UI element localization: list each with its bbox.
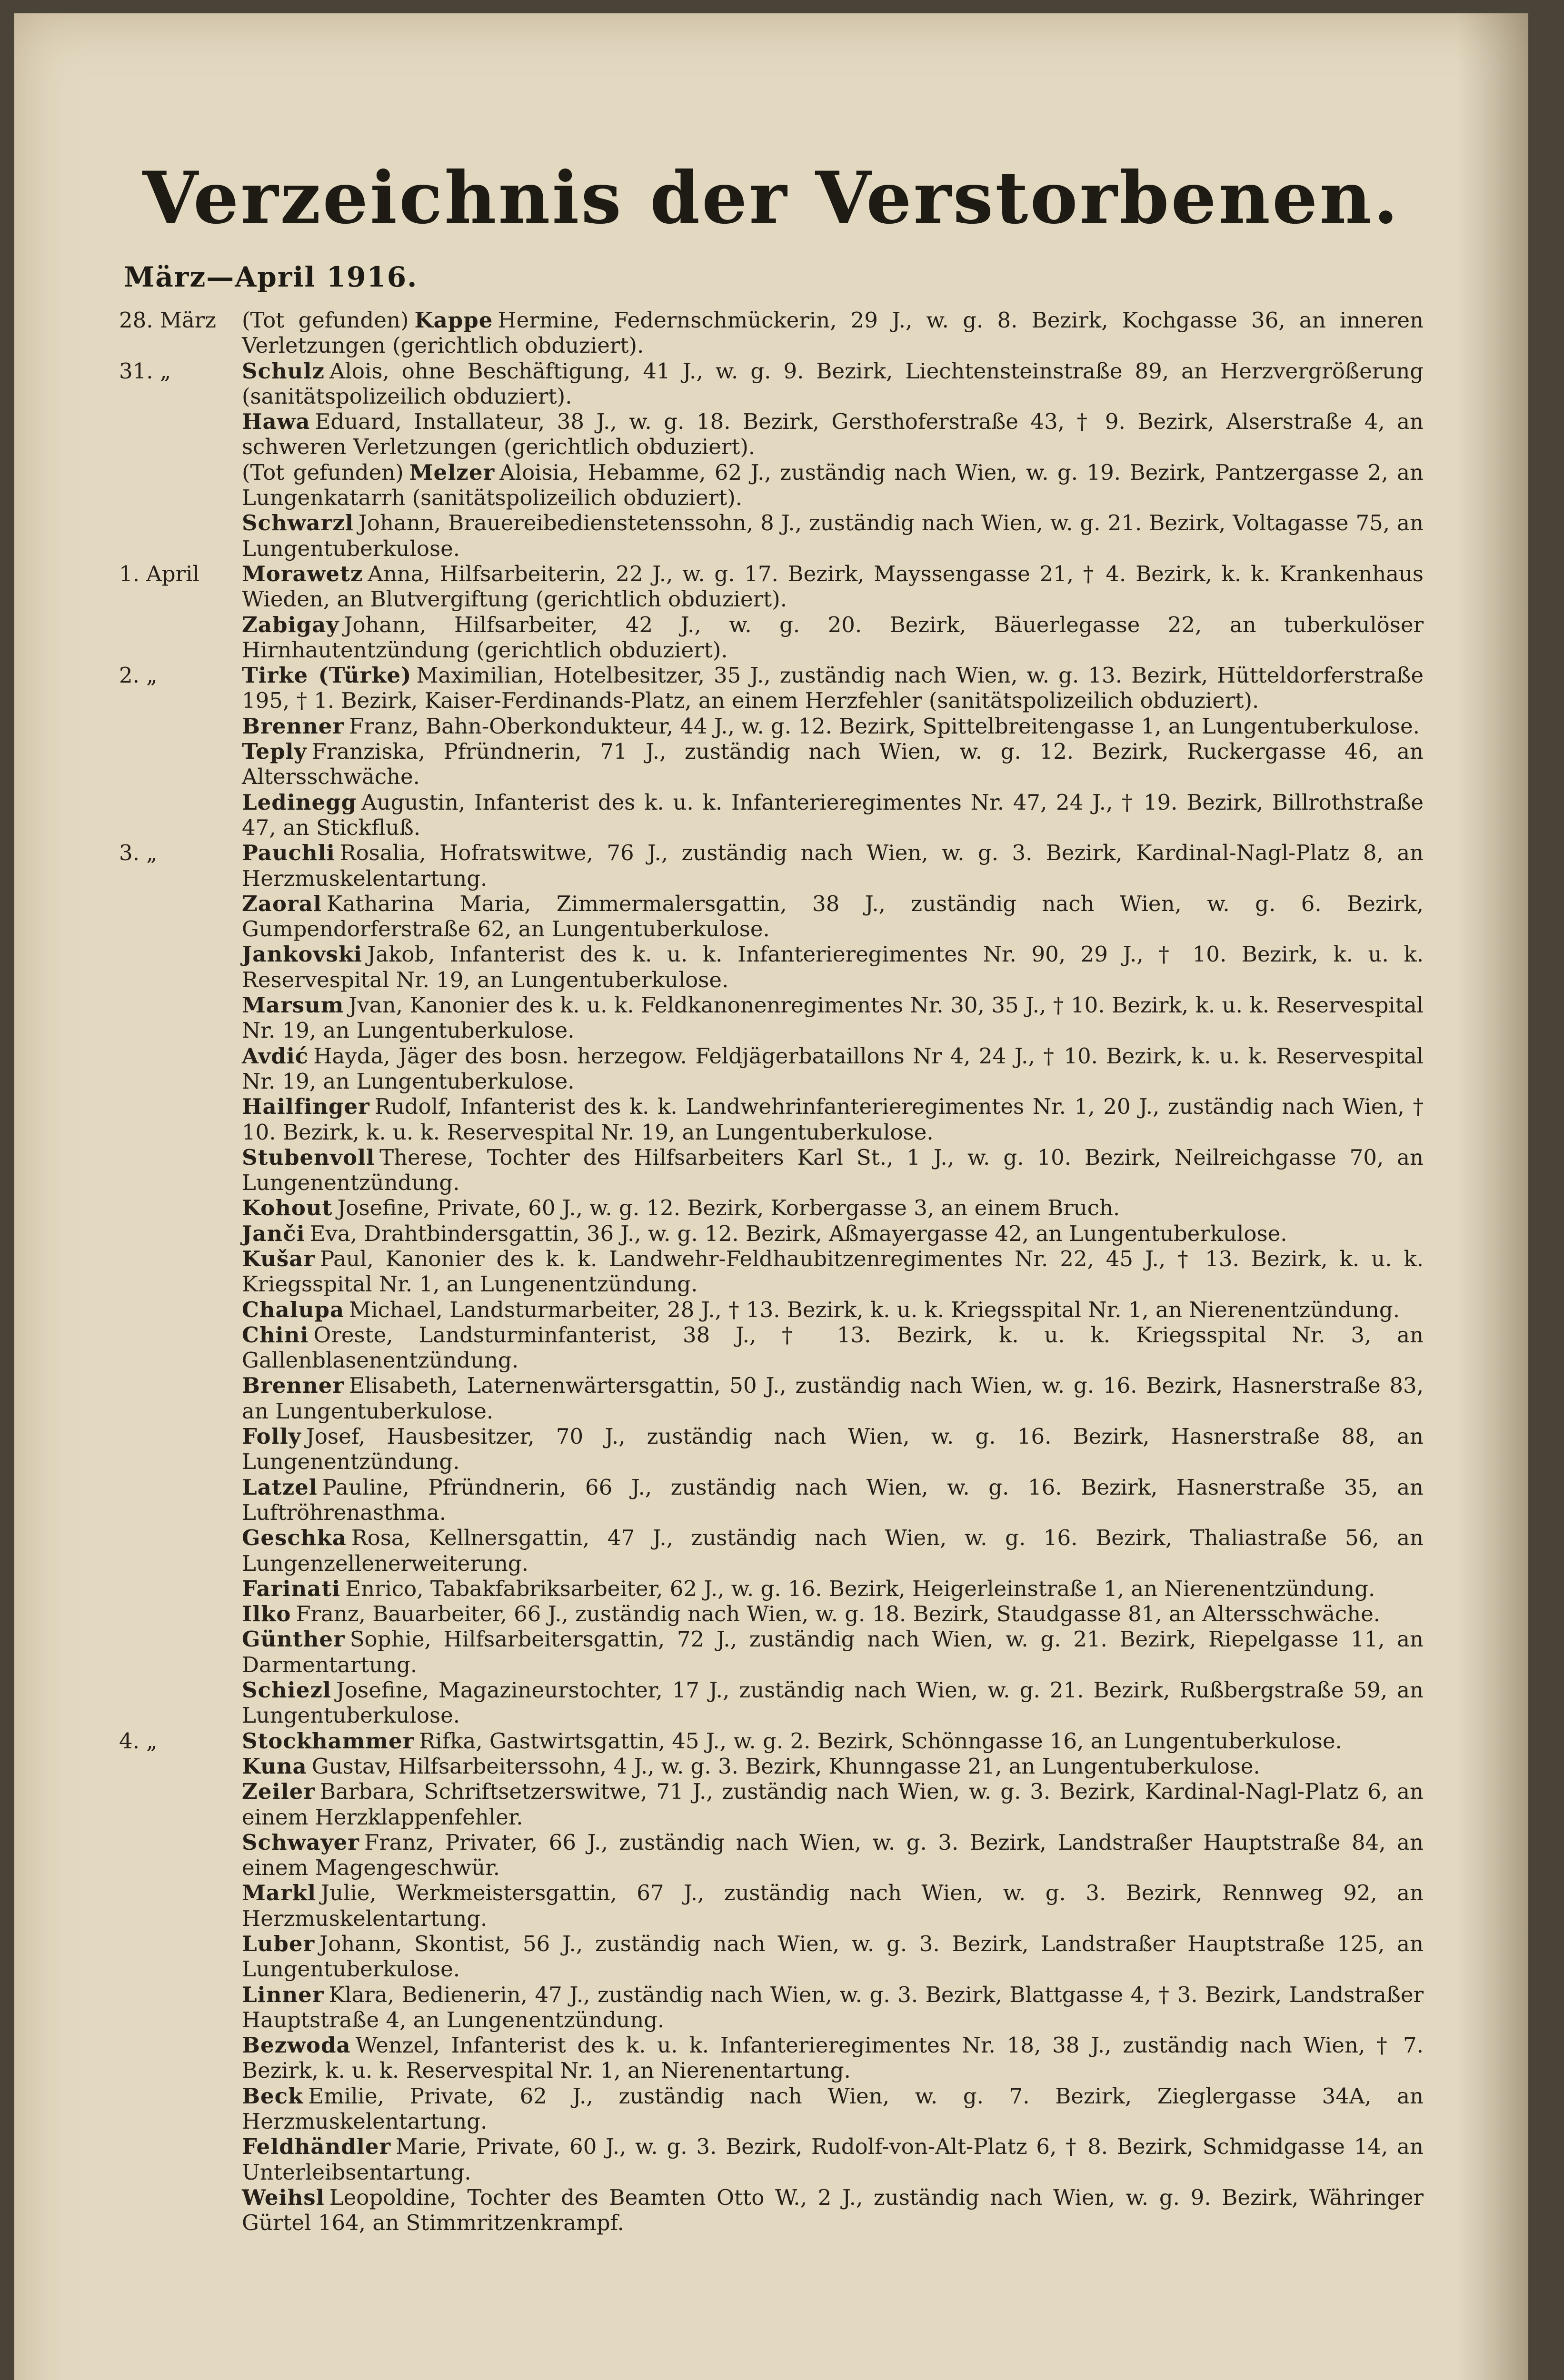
entry-row (119, 739, 1424, 790)
entry-name: Jankovski (242, 942, 363, 967)
entry-description: Emilie, Private, 62 J., zuständig nach Wien, w. g. 7. Bezirk, Zieglergasse 34A, an Herzmuskelentartung. (242, 2083, 1424, 2134)
entry-description: Rosalia, Hofratswitwe, 76 J., zuständig nach Wien, w. g. 3. Bezirk, Kardinal-Nagl-Platz 8, an Herzmuskelentartung. (242, 840, 1424, 891)
entry-body (242, 1373, 1424, 1424)
entry-body (242, 663, 1424, 714)
entry-row (119, 1931, 1424, 1982)
entry-body (242, 790, 1424, 841)
entry-description: Eduard, Installateur, 38 J., w. g. 18. Bezirk, Gersthoferstraße 43, † 9. Bezirk, Alserstraße 4, an schweren Verletzungen (gerichtlich obduziert). (242, 409, 1424, 460)
entry-name: Brenner (242, 1373, 345, 1398)
entry-body (242, 1931, 1424, 1982)
entry-date (119, 1779, 242, 1830)
entry-body (242, 1830, 1424, 1881)
entry-body (242, 1424, 1424, 1475)
entry-row (119, 1297, 1424, 1322)
entry-description: Sophie, Hilfsarbeitersgattin, 72 J., zuständig nach Wien, w. g. 21. Bezirk, Riepelgasse 11, an Darmentartung. (242, 1626, 1424, 1677)
entry-date: 2. „ (119, 663, 158, 688)
page-edge-shadow (1457, 13, 1528, 2380)
entry-row (119, 1424, 1424, 1475)
entry-description: Oreste, Landsturminfanterist, 38 J., † 13. Bezirk, k. u. k. Kriegsspital Nr. 3, an Gallenblasenentzündung. (242, 1322, 1424, 1373)
entry-description: Josef, Hausbesitzer, 70 J., zuständig nach Wien, w. g. 16. Bezirk, Hasnerstraße 88, an Lungenentzündung. (242, 1424, 1424, 1475)
entry-body (242, 1322, 1424, 1373)
entry-description: Enrico, Tabakfabriksarbeiter, 62 J., w. g. 16. Bezirk, Heigerleinstraße 1, an Nierenentzündung. (345, 1576, 1375, 1601)
entry-description: Josefine, Magazineurstochter, 17 J., zuständig nach Wien, w. g. 21. Bezirk, Rußbergstraße 59, an Lungentuberkulose. (242, 1677, 1424, 1728)
entry-name: Zaoral (242, 891, 322, 916)
entry-row (119, 1221, 1424, 1246)
entry-row (119, 992, 1424, 1043)
entry-body (242, 1145, 1424, 1196)
entry-name: Linner (242, 1982, 324, 2007)
entry-name: Kušar (242, 1246, 316, 1271)
entry-body (242, 992, 1424, 1043)
entry-date (119, 790, 242, 841)
entry-description: Aloisia, Hebamme, 62 J., zuständig nach Wien, w. g. 19. Bezirk, Pantzergasse 2, an Lungenkatarrh (sanitätspolizeilich obduziert). (242, 459, 1424, 511)
entry-row (119, 1322, 1424, 1373)
entry-date (119, 1195, 242, 1220)
entry-name: Stubenvoll (242, 1144, 375, 1170)
entry-description: Hayda, Jäger des bosn. herzegow. Feldjägerbataillons Nr 4, 24 J., † 10. Bezirk, k. u. k. Reservespital Nr. 19, an Lungentuberkulose. (242, 1043, 1424, 1094)
entry-body (242, 1221, 1424, 1246)
entry-date (119, 1424, 242, 1475)
entry-name: Günther (242, 1626, 345, 1652)
entry-name: Bezwoda (242, 2033, 351, 2058)
entry-row (119, 561, 1424, 612)
entry-date (119, 739, 242, 790)
entry-name: Schwarzl (242, 510, 354, 536)
entry-date (119, 1373, 242, 1424)
entry-body (242, 1576, 1424, 1601)
entry-name: Ilko (242, 1601, 291, 1627)
entry-name: Hailfinger (242, 1094, 370, 1120)
entry-name: Ledinegg (242, 789, 357, 815)
entry-date (119, 1677, 242, 1728)
entry-body (242, 1754, 1424, 1779)
entry-description: Alois, ohne Beschäftigung, 41 J., w. g. 9. Bezirk, Liechtensteinstraße 89, an Herzvergrößerung (sanitätspolizeilich obduziert). (242, 358, 1424, 409)
entry-row (119, 1677, 1424, 1728)
entry-name: Teply (242, 739, 307, 764)
entry-body (242, 1297, 1424, 1322)
entry-date (119, 1043, 242, 1094)
entry-body (242, 561, 1424, 612)
entry-note: (Tot gefunden) (242, 459, 404, 485)
entry-body (242, 1601, 1424, 1626)
entry-row (119, 358, 1424, 409)
entry-row (119, 612, 1424, 663)
entry-name: Chalupa (242, 1297, 345, 1322)
entry-description: Julie, Werkmeistersgattin, 67 J., zuständig nach Wien, w. g. 3. Bezirk, Rennweg 92, an Herzmuskelentartung. (242, 1880, 1424, 1931)
entry-body (242, 1475, 1424, 1526)
entry-name: Chini (242, 1322, 309, 1348)
entry-description: Johann, Brauereibedienstetenssohn, 8 J., zuständig nach Wien, w. g. 21. Bezirk, Voltagasse 75, an Lungentuberkulose. (242, 510, 1424, 561)
entry-name: Beck (242, 2083, 304, 2109)
entry-name: Marsum (242, 992, 344, 1018)
entry-date (119, 1094, 242, 1145)
entry-name: Folly (242, 1424, 301, 1449)
entry-body (242, 1982, 1424, 2033)
entry-date (119, 1525, 242, 1576)
entry-row (119, 1043, 1424, 1094)
entry-body (242, 307, 1424, 358)
entry-row (119, 840, 1424, 891)
entry-row (119, 1576, 1424, 1601)
entry-row (119, 891, 1424, 942)
entry-body (242, 612, 1424, 663)
entry-row (119, 663, 1424, 714)
entry-row (119, 790, 1424, 841)
entry-date (119, 460, 242, 511)
entry-date (119, 1145, 242, 1196)
entry-row (119, 1145, 1424, 1196)
entry-description: Jakob, Infanterist des k. u. k. Infanterieregimentes Nr. 90, 29 J., † 10. Bezirk, k. u. k. Reservespital Nr. 19, an Lungentuberkulose. (242, 942, 1424, 992)
entry-date (119, 1880, 242, 1931)
entry-body (242, 1779, 1424, 1830)
entry-date (119, 1297, 242, 1322)
entry-description: Therese, Tochter des Hilfsarbeiters Karl St., 1 J., w. g. 10. Bezirk, Neilreichgasse 70, an Lungenentzündung. (242, 1144, 1424, 1196)
entry-body (242, 739, 1424, 790)
entry-date (119, 714, 242, 739)
entry-row (119, 2083, 1424, 2134)
entry-date (119, 1601, 242, 1626)
entry-row (119, 307, 1424, 358)
entry-body (242, 1195, 1424, 1220)
entry-date (119, 1475, 242, 1526)
page-title: Verzeichnis der Verstorbenen. (142, 156, 1400, 240)
entry-body (242, 460, 1424, 511)
entry-row (119, 1982, 1424, 2033)
entry-row (119, 1475, 1424, 1526)
entry-description: Jvan, Kanonier des k. u. k. Feldkanonenregimentes Nr. 30, 35 J., † 10. Bezirk, k. u. k. Reservespital Nr. 19, an Lungentuberkulose. (242, 992, 1424, 1043)
entry-description: Franz, Bahn-Oberkondukteur, 44 J., w. g. 12. Bezirk, Spittelbreitengasse 1, an Lungentuberkulose. (349, 713, 1420, 739)
entry-name: Kuna (242, 1753, 307, 1779)
entry-date (119, 1754, 242, 1779)
entry-body (242, 2083, 1424, 2134)
entry-description: Wenzel, Infanterist des k. u. k. Infanterieregimentes Nr. 18, 38 J., zuständig nach Wien, † 7. Bezirk, k. u. k. Reservespital Nr. 1, an Nierenentartung. (242, 2033, 1424, 2083)
entry-description: Rudolf, Infanterist des k. k. Landwehrinfanterieregimentes Nr. 1, 20 J., zuständig nach Wien, † 10. Bezirk, k. u. k. Reservespital Nr. 19, an Lungentuberkulose. (242, 1094, 1424, 1145)
entry-date: 28. März (119, 307, 216, 333)
entry-body (242, 409, 1424, 460)
entry-note: (Tot gefunden) (242, 307, 409, 333)
entry-description: Johann, Skontist, 56 J., zuständig nach Wien, w. g. 3. Bezirk, Landstraßer Hauptstraße 125, an Lungentuberkulose. (242, 1931, 1424, 1982)
entry-name: Melzer (409, 459, 495, 485)
entry-name: Latzel (242, 1474, 318, 1500)
entry-row (119, 1195, 1424, 1220)
entry-name: Zeiler (242, 1779, 316, 1805)
entry-description: Pauline, Pfründnerin, 66 J., zuständig nach Wien, w. g. 16. Bezirk, Hasnerstraße 35, an Luftröhrenasthma. (242, 1474, 1424, 1525)
entry-row (119, 1728, 1424, 1754)
entry-description: Johann, Hilfsarbeiter, 42 J., w. g. 20. Bezirk, Bäuerlegasse 22, an tuberkulöser Hirnhautentzündung (gerichtlich obduziert). (242, 612, 1424, 663)
entry-date (119, 1246, 242, 1297)
entry-name: Weihsl (242, 2184, 325, 2210)
entry-date (119, 992, 242, 1043)
entry-name: Avdić (242, 1043, 309, 1069)
entry-body (242, 840, 1424, 891)
entry-date: 3. „ (119, 840, 158, 866)
entry-date (119, 2134, 242, 2185)
entry-row (119, 714, 1424, 739)
entry-description: Hermine, Federnschmückerin, 29 J., w. g. 8. Bezirk, Kochgasse 36, an inneren Verletzungen (gerichtlich obduziert). (242, 307, 1424, 358)
entry-body (242, 891, 1424, 942)
entry-date (119, 1322, 242, 1373)
entry-body (242, 2134, 1424, 2185)
entry-body (242, 714, 1424, 739)
entry-description: Elisabeth, Laternenwärtersgattin, 50 J., zuständig nach Wien, w. g. 16. Bezirk, Hasnerstraße 83, an Lungentuberkulose. (242, 1373, 1424, 1424)
entry-description: Michael, Landsturmarbeiter, 28 J., † 13. Bezirk, k. u. k. Kriegsspital Nr. 1, an Nierenentzündung. (349, 1297, 1400, 1322)
entry-body (242, 2033, 1424, 2083)
entry-name: Pauchli (242, 840, 335, 866)
entry-row (119, 1754, 1424, 1779)
entry-row (119, 1626, 1424, 1677)
entry-description: Katharina Maria, Zimmermalersgattin, 38 J., zuständig nach Wien, w. g. 6. Bezirk, Gumpendorferstraße 62, an Lungentuberkulose. (242, 891, 1424, 942)
entry-description: Gustav, Hilfsarbeiterssohn, 4 J., w. g. 3. Bezirk, Khunngasse 21, an Lungentuberkulose. (311, 1753, 1260, 1779)
entry-name: Schiezl (242, 1677, 331, 1703)
entry-date (119, 409, 242, 460)
entry-description: Augustin, Infanterist des k. u. k. Infanterieregimentes Nr. 47, 24 J., † 19. Bezirk, Billrothstraße 47, an Stickfluß. (242, 789, 1424, 840)
entry-row (119, 2134, 1424, 2185)
entry-name: Feldhändler (242, 2134, 391, 2160)
entry-name: Zabigay (242, 612, 339, 637)
entry-date (119, 2083, 242, 2134)
entry-body (242, 1043, 1424, 1094)
entry-name: Farinati (242, 1576, 341, 1601)
entry-row (119, 1525, 1424, 1576)
entry-date (119, 942, 242, 992)
document-page (14, 13, 1528, 2380)
entry-body (242, 942, 1424, 992)
entry-date (119, 1221, 242, 1246)
entry-date (119, 2185, 242, 2236)
entry-name: Geschka (242, 1525, 347, 1551)
entry-name: Schulz (242, 358, 325, 384)
entry-body (242, 510, 1424, 561)
entry-body (242, 2185, 1424, 2236)
entry-row (119, 1373, 1424, 1424)
entry-description: Leopoldine, Tochter des Beamten Otto W., 2 J., zuständig nach Wien, w. g. 9. Bezirk, Währinger Gürtel 164, an Stimmritzenkrampf. (242, 2184, 1424, 2236)
entry-row (119, 1601, 1424, 1626)
entry-body (242, 1880, 1424, 1931)
entry-body (242, 358, 1424, 409)
entry-row (119, 409, 1424, 460)
entry-row (119, 510, 1424, 561)
entry-description: Franz, Privater, 66 J., zuständig nach Wien, w. g. 3. Bezirk, Landstraßer Hauptstraße 84, an einem Magengeschwür. (242, 1829, 1424, 1881)
entry-name: Brenner (242, 713, 345, 739)
entry-date: 31. „ (119, 358, 171, 384)
entry-description: Rosa, Kellnersgattin, 47 J., zuständig nach Wien, w. g. 16. Bezirk, Thaliastraße 56, an Lungenzellenerweiterung. (242, 1525, 1424, 1576)
entry-description: Rifka, Gastwirtsgattin, 45 J., w. g. 2. Bezirk, Schönngasse 16, an Lungentuberkulose. (419, 1728, 1342, 1754)
entry-name: Janči (242, 1220, 305, 1246)
entry-description: Marie, Private, 60 J., w. g. 3. Bezirk, Rudolf-von-Alt-Platz 6, † 8. Bezirk, Schmidgasse 14, an Unterleibsentartung. (242, 2134, 1424, 2185)
entry-date (119, 612, 242, 663)
entry-description: Eva, Drahtbindersgattin, 36 J., w. g. 12. Bezirk, Aßmayergasse 42, an Lungentuberkulose. (309, 1220, 1287, 1246)
entry-date (119, 891, 242, 942)
period-heading: März—April 1916. (124, 261, 418, 293)
entry-row (119, 1246, 1424, 1297)
entry-row (119, 460, 1424, 511)
entry-row (119, 1880, 1424, 1931)
entry-name: Markl (242, 1880, 316, 1906)
entry-name: Morawetz (242, 561, 363, 586)
entry-date (119, 1982, 242, 2033)
entry-row (119, 1830, 1424, 1881)
entry-body (242, 1626, 1424, 1677)
entry-description: Franziska, Pfründnerin, 71 J., zuständig nach Wien, w. g. 12. Bezirk, Ruckergasse 46, an Altersschwäche. (242, 739, 1424, 790)
entry-description: Franz, Bauarbeiter, 66 J., zuständig nach Wien, w. g. 18. Bezirk, Staudgasse 81, an Altersschwäche. (296, 1601, 1381, 1627)
entry-description: Maximilian, Hotelbesitzer, 35 J., zuständig nach Wien, w. g. 13. Bezirk, Hütteldorferstraße 195, † 1. Bezirk, Kaiser-Ferdinands-Platz, an einem Herzfehler (sanitätspolizeilich obduziert). (242, 663, 1424, 714)
entry-body (242, 1246, 1424, 1297)
entry-row (119, 2033, 1424, 2083)
entry-date (119, 1626, 242, 1677)
entry-date (119, 1931, 242, 1982)
entry-name: Schwayer (242, 1829, 359, 1855)
entry-date: 1. April (119, 561, 199, 586)
entry-row (119, 942, 1424, 992)
entry-date (119, 1830, 242, 1881)
entry-body (242, 1094, 1424, 1145)
entry-row (119, 2185, 1424, 2236)
entry-date: 4. „ (119, 1728, 158, 1754)
entry-description: Klara, Bedienerin, 47 J., zuständig nach Wien, w. g. 3. Bezirk, Blattgasse 4, † 3. Bezirk, Landstraßer Hauptstraße 4, an Lungenentzündung. (242, 1982, 1424, 2033)
entry-description: Anna, Hilfsarbeiterin, 22 J., w. g. 17. Bezirk, Mayssengasse 21, † 4. Bezirk, k. k. Krankenhaus Wieden, an Blutvergiftung (gerichtlich obduziert). (242, 561, 1424, 612)
entry-date (119, 2033, 242, 2083)
entry-name: Hawa (242, 409, 310, 435)
entry-body (242, 1677, 1424, 1728)
entry-name: Stockhammer (242, 1728, 415, 1754)
entry-date (119, 1576, 242, 1601)
entry-row (119, 1779, 1424, 1830)
entry-description: Josefine, Private, 60 J., w. g. 12. Bezirk, Korbergasse 3, an einem Bruch. (337, 1195, 1120, 1221)
entry-row (119, 1094, 1424, 1145)
entry-name: Luber (242, 1931, 315, 1956)
entry-description: Barbara, Schriftsetzerswitwe, 71 J., zuständig nach Wien, w. g. 3. Bezirk, Kardinal-Nagl-Platz 6, an einem Herzklappenfehler. (242, 1779, 1424, 1830)
entry-body (242, 1728, 1424, 1754)
obituary-list (119, 307, 1424, 2236)
entry-date (119, 510, 242, 561)
entry-description: Paul, Kanonier des k. k. Landwehr-Feldhaubitzenregimentes Nr. 22, 45 J., † 13. Bezirk, k. u. k. Kriegsspital Nr. 1, an Lungenentzündung. (242, 1246, 1424, 1297)
entry-name: Kappe (414, 307, 493, 333)
entry-name: Kohout (242, 1195, 333, 1221)
entry-name: Tirke (Türke) (242, 663, 412, 688)
entry-body (242, 1525, 1424, 1576)
